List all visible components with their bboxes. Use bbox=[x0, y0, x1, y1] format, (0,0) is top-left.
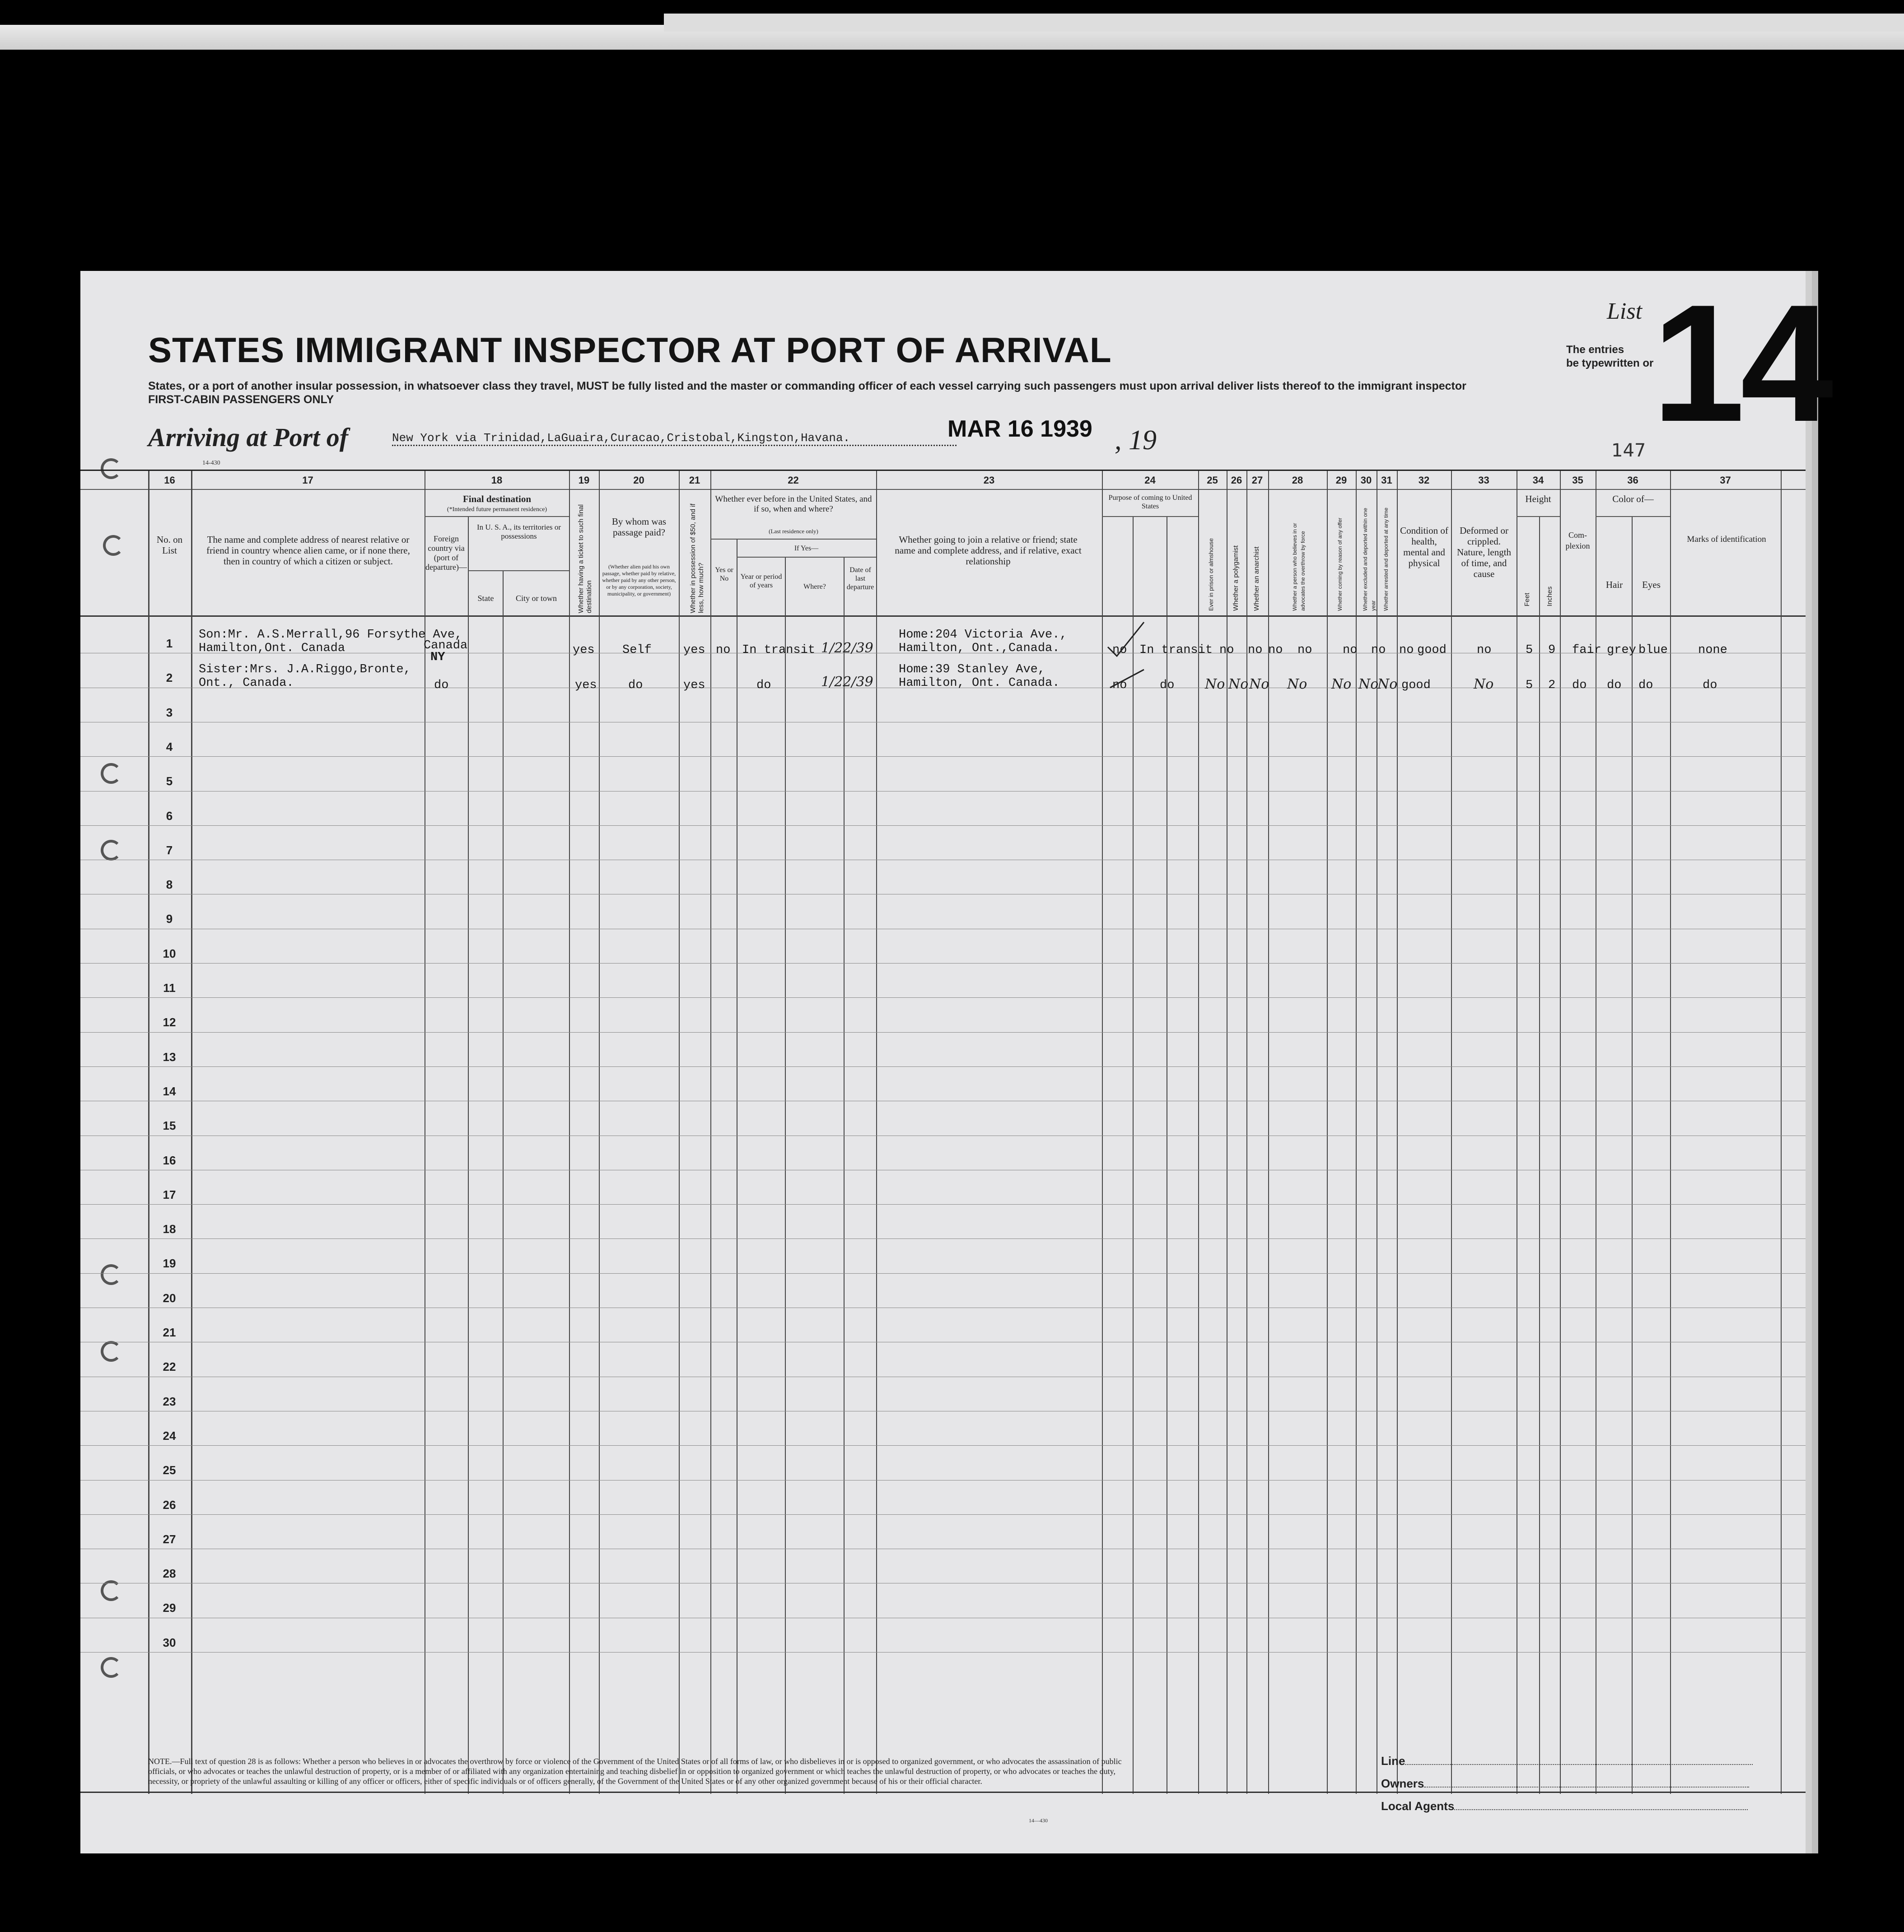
row-number: 5 bbox=[166, 774, 173, 788]
col-divider bbox=[191, 471, 192, 1794]
row-number: 7 bbox=[166, 843, 173, 857]
row1-hair: grey bbox=[1607, 643, 1636, 657]
col-header-passage-note: (Whether alien paid his own passage, whether paid by relative, whether paid by any other person, or by any corporation, society, municipality, or government) bbox=[602, 563, 676, 597]
col-header-date-departure: Date of last departure bbox=[846, 566, 874, 591]
row-number: 19 bbox=[163, 1257, 176, 1271]
row-number: 21 bbox=[163, 1326, 176, 1339]
col-divider bbox=[1560, 471, 1561, 1794]
subheader-rule bbox=[1596, 516, 1670, 517]
row-divider bbox=[80, 1652, 1806, 1653]
row-number: 20 bbox=[163, 1291, 176, 1305]
scanner-strip-top bbox=[664, 14, 1904, 32]
col-header-feet: Feet bbox=[1523, 592, 1531, 606]
col-header-final-destination-note: (*Intended future permanent residence) bbox=[447, 506, 547, 513]
col-divider bbox=[1268, 471, 1269, 1794]
row2-join-line2: Hamilton, Ont. Canada. bbox=[899, 676, 1060, 690]
row1-relative-line2: Hamilton,Ont. Canada bbox=[199, 642, 345, 655]
col-header-state: State bbox=[477, 594, 494, 603]
col-header-deformed: Deformed or crippled. Nature, length of time, and cause bbox=[1456, 525, 1512, 579]
row1-polygamist: no bbox=[1248, 643, 1263, 657]
row-divider bbox=[80, 1445, 1806, 1446]
row-divider bbox=[80, 1514, 1806, 1515]
list-number: 14 bbox=[1652, 270, 1829, 456]
row-number: 8 bbox=[166, 878, 173, 892]
col-header-where: Where? bbox=[803, 583, 826, 591]
row-number: 4 bbox=[166, 740, 173, 754]
row-number: 18 bbox=[163, 1222, 176, 1236]
row2-offer: No bbox=[1331, 676, 1352, 692]
page-title: STATES IMMIGRANT INSPECTOR AT PORT OF ARRIVAL bbox=[148, 330, 1112, 370]
col-num-26: 26 bbox=[1231, 475, 1242, 486]
col-num-22: 22 bbox=[788, 475, 799, 486]
col-num-18: 18 bbox=[491, 475, 503, 486]
row1-anarchist: no bbox=[1268, 643, 1283, 657]
row2-relative-line1: Sister:Mrs. J.A.Riggo,Bronte, bbox=[199, 663, 411, 676]
row2-date-departure: 1/22/39 bbox=[821, 674, 873, 690]
row1-prison: no bbox=[1219, 643, 1234, 657]
arriving-label: Arriving at Port of bbox=[148, 423, 349, 452]
col-header-inches: Inches bbox=[1546, 586, 1554, 606]
row2-join-line1: Home:39 Stanley Ave, bbox=[899, 663, 1045, 676]
col-header-hair: Hair bbox=[1605, 579, 1623, 590]
col-header-last-residence: (Last residence only) bbox=[769, 528, 818, 535]
col-divider bbox=[1246, 471, 1247, 1794]
row-divider bbox=[80, 997, 1806, 998]
row-divider bbox=[80, 1238, 1806, 1239]
row2-hair: do bbox=[1607, 679, 1622, 692]
row1-where: In transit bbox=[742, 643, 816, 657]
inspector-checkmark-icon bbox=[1106, 620, 1146, 692]
row-number: 17 bbox=[163, 1187, 176, 1201]
row2-relative-line2: Ont., Canada. bbox=[199, 676, 294, 690]
row1-complexion: fair bbox=[1572, 643, 1601, 657]
manifest-table bbox=[80, 470, 1806, 1794]
col-num-23: 23 bbox=[983, 475, 995, 486]
col-header-no-on-list: No. on List bbox=[156, 534, 183, 556]
col-divider bbox=[844, 557, 845, 1794]
row1-before-us: no bbox=[716, 643, 731, 657]
col-divider bbox=[785, 557, 786, 1794]
row2-arrested: No bbox=[1377, 676, 1398, 692]
subheader-rule bbox=[1517, 516, 1560, 517]
col-header-money: Whether in possession of $50, and if less, how much? bbox=[689, 503, 705, 613]
col-num-32: 32 bbox=[1418, 475, 1430, 486]
entries-note bbox=[1566, 343, 1653, 370]
row-divider bbox=[80, 825, 1806, 826]
col-header-anarchist: Whether an anarchist bbox=[1253, 546, 1260, 611]
row1-paid-by: Self bbox=[622, 643, 652, 657]
row1-arrested: no bbox=[1399, 643, 1414, 657]
col-divider bbox=[1451, 471, 1452, 1794]
line-signature bbox=[1381, 1754, 1753, 1768]
col-divider bbox=[710, 471, 711, 1794]
col-num-27: 27 bbox=[1251, 475, 1263, 486]
row2-before-us: do bbox=[756, 679, 771, 692]
col-num-21: 21 bbox=[689, 475, 700, 486]
question-28-note: NOTE.—Full text of question 28 is as follows: Whether a person who believes in or advocates the overthrow by force or violence of the Government of the United States or of all forms of law, or who disbelieves in or is opposed to organized government, or who advocates the assassination of public officials, or who advocates or teaches the unlawful destruction of property, or is a member of or affiliated with any organization entertaining and teaching disbelief in or opposition to organized government or which teaches the unlawful destruction of property, or who advocates or teaches the duty, necessity, or propriety of the unlawful assaulting or killing of any officer or officers, either of specific individuals or of officers generally, of the Government of the United States or of any other organized government because of his or their official character. bbox=[148, 1757, 1122, 1786]
row-divider bbox=[80, 756, 1806, 757]
agents-label: Local Agents bbox=[1381, 1799, 1455, 1813]
column-number-divider bbox=[80, 489, 1806, 490]
row1-money: yes bbox=[683, 643, 705, 657]
col-divider bbox=[1539, 516, 1540, 1794]
col-header-arrested: Whether arrested and deported at any time bbox=[1383, 507, 1389, 611]
subtitle-line: States, or a port of another insular possession, in whatsoever class they travel, MUST be fully listed and the master or commanding officer of each vessel carrying such passengers must upon arrival deliver lists thereof to the immigrant inspector bbox=[148, 380, 1466, 392]
row2-ticket: yes bbox=[575, 679, 597, 692]
list-label: List bbox=[1607, 298, 1643, 324]
row-divider bbox=[80, 1273, 1806, 1274]
row2-polygamist: No bbox=[1228, 676, 1249, 692]
subheader-rule bbox=[737, 557, 876, 558]
agents-signature bbox=[1381, 1799, 1748, 1813]
row1-offer: no bbox=[1343, 643, 1358, 657]
line-label: Line bbox=[1381, 1754, 1405, 1768]
row2-inches: 2 bbox=[1548, 679, 1556, 692]
owners-signature bbox=[1381, 1777, 1749, 1791]
page-subtitle bbox=[148, 379, 1593, 406]
col-header-health: Condition of health, mental and physical bbox=[1400, 525, 1448, 568]
col-header-complexion: Com-plexion bbox=[1565, 531, 1590, 550]
row-number: 27 bbox=[163, 1532, 176, 1546]
col-header-years: Year or period of years bbox=[740, 573, 782, 589]
row1-eyes: blue bbox=[1638, 643, 1668, 657]
col-divider bbox=[1198, 471, 1199, 1794]
owners-field bbox=[1424, 1787, 1749, 1788]
col-header-passage-paid: By whom was passage paid? bbox=[611, 516, 667, 538]
col-num-31: 31 bbox=[1381, 475, 1392, 486]
col-num-28: 28 bbox=[1292, 475, 1303, 486]
col-num-24: 24 bbox=[1144, 475, 1156, 486]
header-bottom-rule bbox=[80, 615, 1806, 617]
row2-health: good bbox=[1401, 679, 1431, 692]
row-number: 2 bbox=[166, 671, 173, 685]
row-number: 30 bbox=[163, 1635, 176, 1649]
row1-marks: none bbox=[1698, 643, 1727, 657]
row1-q28: no bbox=[1297, 643, 1312, 657]
col-num-34: 34 bbox=[1532, 475, 1544, 486]
col-header-purpose: Purpose of coming to United States bbox=[1108, 494, 1192, 510]
row1-state: NY bbox=[430, 651, 445, 664]
row-number: 12 bbox=[163, 1015, 176, 1029]
row1-join-line1: Home:204 Victoria Ave., bbox=[899, 628, 1067, 642]
col-header-city: City or town bbox=[515, 594, 557, 603]
row-number: 25 bbox=[163, 1463, 176, 1477]
col-num-16: 16 bbox=[164, 475, 175, 486]
row-number: 6 bbox=[166, 809, 173, 823]
entries-note-line1: The entries bbox=[1566, 344, 1624, 356]
row2-anarchist: No bbox=[1249, 676, 1269, 692]
col-divider bbox=[679, 471, 680, 1794]
row-number: 3 bbox=[166, 705, 173, 719]
row2-complexion: do bbox=[1572, 679, 1587, 692]
row-number: 11 bbox=[163, 981, 176, 995]
line-field bbox=[1405, 1764, 1753, 1765]
year-prefix: , 19 bbox=[1115, 425, 1157, 456]
col-num-19: 19 bbox=[578, 475, 590, 486]
footer-form-code: 14—430 bbox=[1029, 1817, 1048, 1824]
col-num-37: 37 bbox=[1720, 475, 1731, 486]
col-header-eyes: Eyes bbox=[1642, 579, 1661, 590]
col-num-25: 25 bbox=[1207, 475, 1218, 486]
col-divider bbox=[503, 570, 504, 1794]
row1-purpose-b: In transit bbox=[1139, 643, 1213, 657]
col-divider bbox=[1781, 471, 1782, 1794]
port-route: New York via Trinidad,LaGuaira,Curacao,Cristobal,Kingston,Havana. bbox=[392, 431, 957, 446]
row-number: 24 bbox=[163, 1429, 176, 1443]
subheader-rule bbox=[468, 570, 569, 571]
col-divider bbox=[1102, 471, 1103, 1794]
col-header-offer: Whether coming by reason of any offer bbox=[1337, 517, 1343, 611]
col-divider bbox=[1356, 471, 1357, 1794]
row-number: 26 bbox=[163, 1498, 176, 1512]
row-divider bbox=[80, 1204, 1806, 1205]
col-divider bbox=[599, 471, 600, 1794]
row-divider bbox=[80, 963, 1806, 964]
col-header-in-usa: In U. S. A., its territories or possessions bbox=[476, 523, 561, 540]
form-number: 14-430 bbox=[202, 460, 220, 466]
page-number: 147 bbox=[1611, 440, 1646, 461]
col-header-height: Height bbox=[1525, 493, 1551, 504]
col-header-q28: Whether a person who believes in or advocates the overthrow by force bbox=[1292, 523, 1306, 611]
row-number: 16 bbox=[163, 1153, 176, 1167]
col-divider bbox=[876, 471, 877, 1794]
row-number: 1 bbox=[166, 637, 173, 650]
col-num-36: 36 bbox=[1627, 475, 1638, 486]
row2-paid-by: do bbox=[628, 679, 643, 692]
row1-foreign-country: Canada bbox=[424, 639, 468, 652]
col-header-color: Color of— bbox=[1612, 493, 1654, 504]
col-header-join-relative: Whether going to join a relative or friend; state name and complete address, and if relative, exact relationship bbox=[895, 534, 1082, 567]
subheader-rule bbox=[710, 539, 876, 540]
col-header-prison: Ever in prison or almshouse bbox=[1208, 538, 1214, 611]
col-header-yes-no: Yes or No bbox=[715, 566, 733, 582]
col-header-marks: Marks of identification bbox=[1687, 535, 1766, 544]
col-num-29: 29 bbox=[1335, 475, 1347, 486]
subheader-rule bbox=[425, 516, 569, 517]
row1-feet: 5 bbox=[1526, 643, 1533, 657]
row1-date-departure: 1/22/39 bbox=[821, 640, 873, 656]
col-header-if-yes: If Yes— bbox=[794, 545, 819, 552]
col-header-relative: The name and complete address of nearest relative or friend in country whence alien came, or if none there, then in country of which a citizen or subject. bbox=[206, 534, 410, 567]
owners-label: Owners bbox=[1381, 1777, 1424, 1790]
row-number: 28 bbox=[163, 1567, 176, 1581]
row1-ticket: yes bbox=[573, 643, 595, 657]
col-divider bbox=[1327, 471, 1328, 1794]
row1-deformed: no bbox=[1477, 643, 1492, 657]
row2-feet: 5 bbox=[1526, 679, 1533, 692]
subheader-rule bbox=[1102, 516, 1198, 517]
col-header-foreign-country: Foreign country via (port of departure)— bbox=[425, 534, 467, 572]
col-divider bbox=[569, 471, 570, 1794]
row2-deformed: No bbox=[1474, 676, 1494, 692]
col-divider bbox=[1133, 516, 1134, 1794]
row2-purpose-a: no bbox=[1112, 679, 1127, 692]
row1-purpose-a: no bbox=[1112, 643, 1127, 657]
col-divider bbox=[1632, 516, 1633, 1794]
col-header-final-destination: Final destination bbox=[462, 493, 532, 504]
row1-excluded: no bbox=[1371, 643, 1386, 657]
row-divider bbox=[80, 1066, 1806, 1067]
row-number: 23 bbox=[163, 1394, 176, 1408]
col-divider bbox=[1397, 471, 1398, 1794]
col-header-polygamist: Whether a polygamist bbox=[1232, 545, 1240, 611]
entries-note-line2: be typewritten or bbox=[1566, 357, 1654, 369]
row2-foreign-country: do bbox=[434, 679, 449, 692]
row2-q28: No bbox=[1287, 676, 1307, 692]
date-stamp: MAR 16 1939 bbox=[947, 416, 1092, 442]
col-num-20: 20 bbox=[633, 475, 644, 486]
row2-eyes: do bbox=[1638, 679, 1653, 692]
row2-purpose-b: do bbox=[1160, 679, 1175, 692]
table-bottom-rule bbox=[80, 1792, 1806, 1793]
subtitle-class-line: FIRST-CABIN PASSENGERS ONLY bbox=[148, 393, 334, 406]
row1-join-line2: Hamilton, Ont.,Canada. bbox=[899, 642, 1060, 655]
row-number: 14 bbox=[163, 1084, 176, 1098]
col-num-35: 35 bbox=[1572, 475, 1583, 486]
row1-health: good bbox=[1417, 643, 1447, 657]
col-header-ever-before: Whether ever before in the United States, and if so, when and where? bbox=[715, 494, 872, 514]
row-number: 9 bbox=[166, 912, 173, 926]
agents-field bbox=[1454, 1809, 1748, 1810]
row2-prison: No bbox=[1205, 676, 1225, 692]
row1-relative-line1: Son:Mr. A.S.Merrall,96 Forsythe Ave, bbox=[199, 628, 462, 642]
col-num-30: 30 bbox=[1360, 475, 1372, 486]
row-number: 29 bbox=[163, 1601, 176, 1615]
col-divider bbox=[468, 516, 469, 1794]
row-divider bbox=[80, 1032, 1806, 1033]
row-number: 13 bbox=[163, 1050, 176, 1064]
row2-excluded: No bbox=[1358, 676, 1379, 692]
row-number: 22 bbox=[163, 1360, 176, 1374]
col-divider bbox=[1670, 471, 1671, 1794]
col-num-17: 17 bbox=[302, 475, 313, 486]
col-num-33: 33 bbox=[1478, 475, 1489, 486]
row-number: 15 bbox=[163, 1119, 176, 1133]
manifest-page bbox=[80, 270, 1829, 1853]
col-header-excluded: Whether excluded and deported within one year bbox=[1362, 507, 1377, 611]
row1-inches: 9 bbox=[1548, 643, 1556, 657]
row2-marks: do bbox=[1703, 679, 1717, 692]
row-number: 10 bbox=[163, 946, 176, 960]
row2-money: yes bbox=[683, 679, 705, 692]
col-header-ticket: Whether having a ticket to such final destination bbox=[577, 504, 593, 613]
